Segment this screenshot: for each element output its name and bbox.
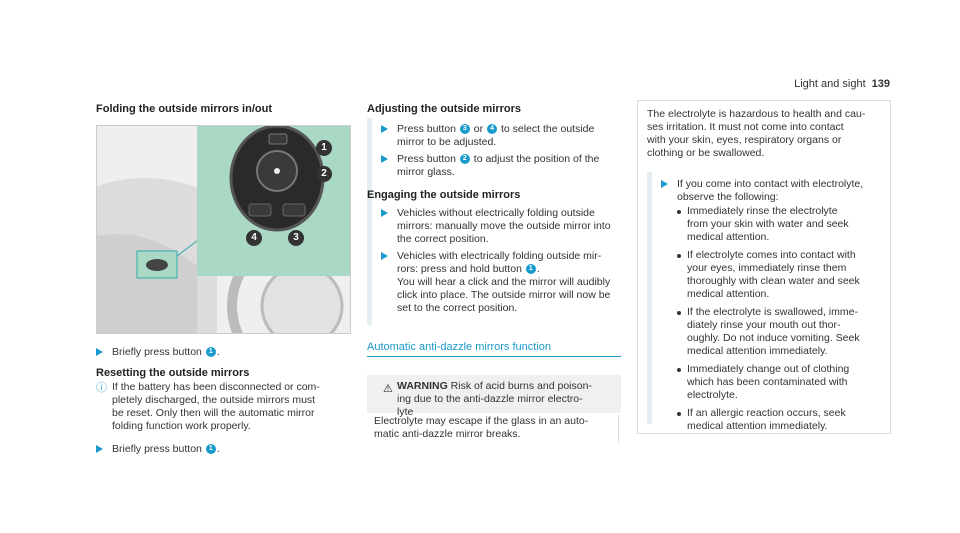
button-ref: 1 — [206, 347, 216, 357]
step-arrow-icon — [661, 180, 668, 188]
info-note: ⓘ If the battery has been disconnected or com- pletely discharged, the outside mirrors must be reset. Only then will the automatic mirror folding function work properly. — [96, 381, 320, 432]
bullet-eyes: If electrolyte comes into contact with your eyes, immediately rinse them thoroughly with clean water and seek medical attention. — [677, 249, 887, 301]
button-ref: 3 — [460, 124, 470, 134]
callout-4: 4 — [246, 230, 262, 246]
callout-1: 1 — [316, 140, 332, 156]
step-arrow-icon — [381, 252, 388, 260]
step-adjust-select: Press button 3 or 4 to select the outside mirror to be adjusted. — [381, 123, 637, 149]
bullet-swallowed: If the electrolyte is swallowed, imme- diately rinse your mouth out thor- oughly. Do not induce vomiting. Seek medical attention immediately. — [677, 306, 887, 358]
mirror-switch-figure — [96, 125, 351, 334]
warning-header: ⚠ WARNING Risk of acid burns and poison- ing due to the anti-dazzle mirror electro- lyte — [367, 375, 621, 413]
callout-2: 2 — [316, 166, 332, 182]
step-adjust-position: Press button 2 to adjust the position of the mirror glass. — [381, 153, 637, 179]
heading-auto-dazzle: Automatic anti-dazzle mirrors function — [367, 341, 552, 353]
step-bar — [647, 172, 652, 424]
bullet-clothing: Immediately change out of clothing which has been contaminated with electrolyte. — [677, 363, 887, 402]
electrolyte-bullets — [677, 205, 887, 433]
warning-icon: ⚠ — [383, 383, 393, 395]
step-arrow-icon — [96, 445, 103, 453]
info-icon: ⓘ — [96, 382, 107, 394]
step-arrow-icon — [96, 348, 103, 356]
door-panel-illustration — [97, 126, 350, 333]
step-fold-press: Briefly press button 1 . — [96, 346, 220, 359]
heading-resetting: Resetting the outside mirrors — [96, 367, 250, 379]
button-ref: 1 — [206, 444, 216, 454]
bullet-allergic: If an allergic reaction occurs, seek medical attention immediately. — [677, 407, 887, 433]
step-electrolyte: If you come into contact with electrolyte, observe the following: — [661, 178, 902, 204]
heading-engaging: Engaging the outside mirrors — [367, 189, 521, 201]
step-arrow-icon — [381, 125, 388, 133]
bullet-skin: Immediately rinse the electrolyte from your skin with water and seek medical attention. — [677, 205, 887, 244]
section-name: Light and sight — [794, 78, 866, 90]
step-arrow-icon — [381, 209, 388, 217]
button-ref: 1 — [526, 264, 536, 274]
step-engage-electric: Vehicles with electrically folding outside mir- rors: press and hold button 1 . You will hear a click and the mirror will audibly click into place. The outside mirror will now be set to the correct position. — [381, 250, 637, 315]
warning-body: Electrolyte may escape if the glass in an auto- matic anti-dazzle mirror breaks. — [374, 415, 619, 443]
heading-folding: Folding the outside mirrors in/out — [96, 103, 272, 115]
step-engage-manual: Vehicles without electrically folding outside mirrors: manually move the outside mirror into the correct position. — [381, 207, 637, 246]
button-ref: 4 — [487, 124, 497, 134]
step-arrow-icon — [381, 155, 388, 163]
page-number: 139 — [871, 78, 890, 90]
electrolyte-intro: The electrolyte is hazardous to health and cau- ses irritation. It must not come into contact with your skin, eyes, respiratory organs or clothing or be swallowed. — [647, 108, 866, 159]
heading-adjusting: Adjusting the outside mirrors — [367, 103, 522, 115]
running-header — [794, 78, 890, 90]
button-ref: 2 — [460, 154, 470, 164]
section-divider — [367, 356, 621, 357]
callout-3: 3 — [288, 230, 304, 246]
step-bar — [367, 118, 372, 325]
step-reset-press: Briefly press button 1 . — [96, 443, 220, 456]
